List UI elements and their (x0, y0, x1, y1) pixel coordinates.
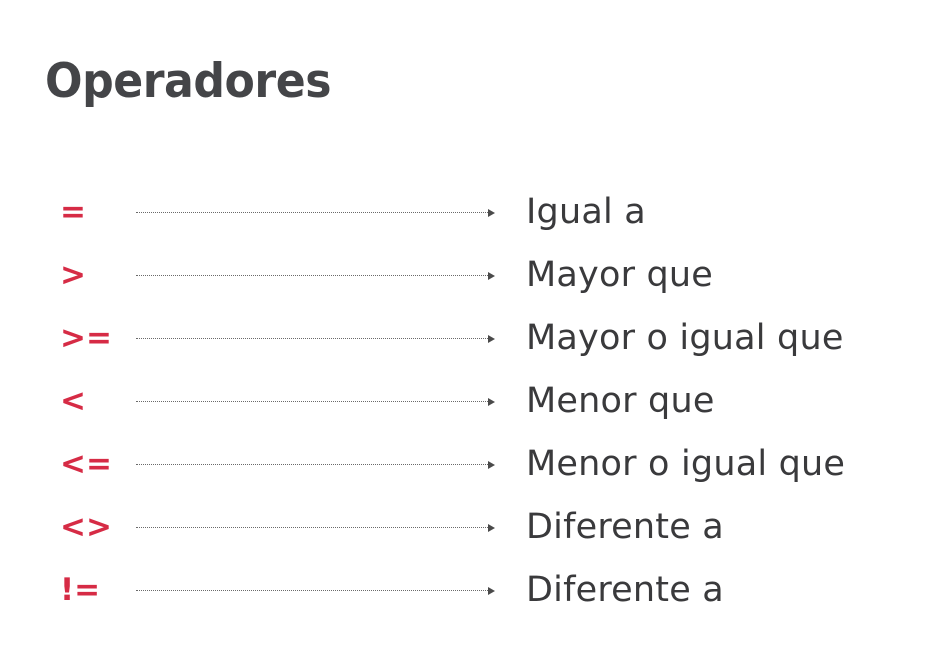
operator-meaning: Menor o igual que (526, 444, 846, 484)
operator-row-not-equal-angle (0, 505, 947, 549)
operator-meaning: Mayor o igual que (526, 318, 844, 358)
dotted-arrow-icon (136, 400, 496, 403)
dotted-arrow-icon (136, 211, 496, 214)
operator-row-less (0, 379, 947, 423)
operator-symbol: <> (60, 509, 112, 545)
page-title: Operadores (45, 54, 332, 109)
dotted-arrow-icon (136, 526, 496, 529)
operator-symbol: >= (60, 320, 112, 356)
operator-symbol: < (60, 383, 86, 419)
operator-meaning: Mayor que (526, 255, 714, 295)
operator-row-greater (0, 253, 947, 297)
operator-row-less-equal (0, 442, 947, 486)
operator-meaning: Diferente a (526, 570, 724, 610)
operator-row-not-equal-bang (0, 568, 947, 612)
operator-symbol: > (60, 257, 86, 293)
operator-symbol: <= (60, 446, 112, 482)
dotted-arrow-icon (136, 463, 496, 466)
operator-meaning: Menor que (526, 381, 715, 421)
operator-row-equal (0, 190, 947, 234)
operator-meaning: Diferente a (526, 507, 724, 547)
operator-symbol: != (60, 572, 101, 608)
dotted-arrow-icon (136, 589, 496, 592)
dotted-arrow-icon (136, 337, 496, 340)
operator-symbol: = (60, 194, 86, 230)
operator-row-greater-equal (0, 316, 947, 360)
dotted-arrow-icon (136, 274, 496, 277)
operator-meaning: Igual a (526, 192, 646, 232)
